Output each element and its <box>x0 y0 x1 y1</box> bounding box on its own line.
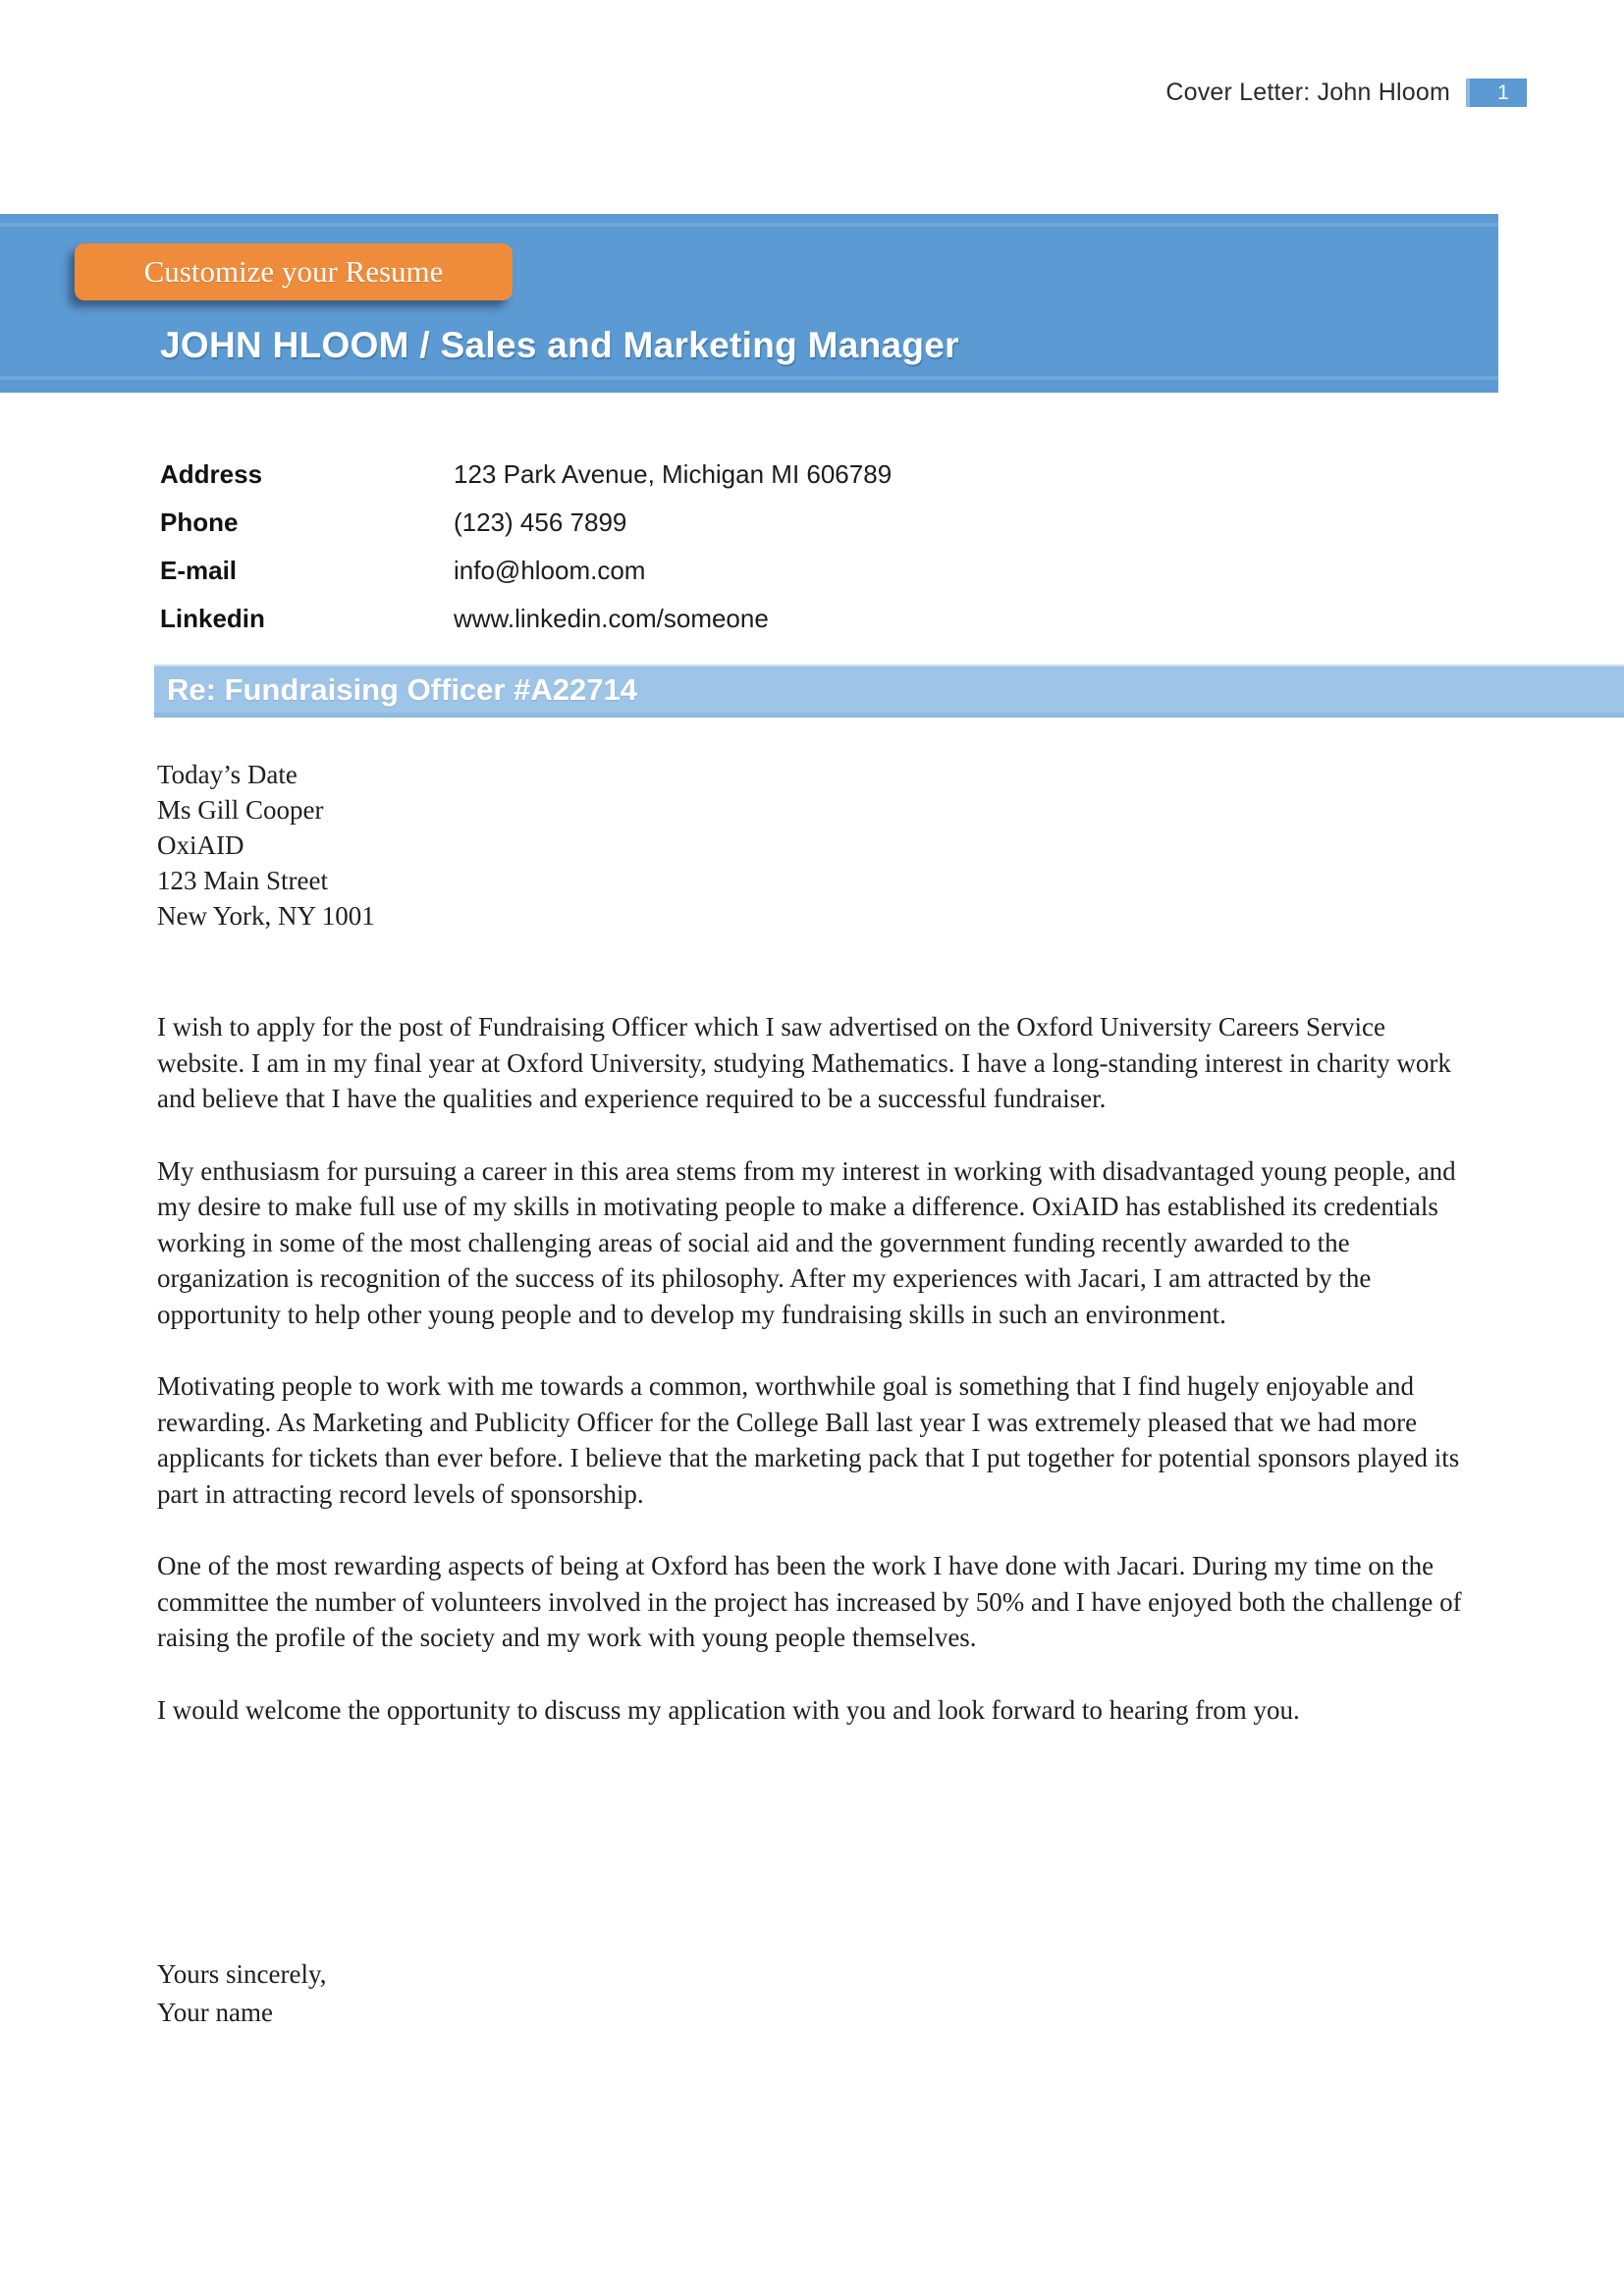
page-number-badge: 1 <box>1466 79 1527 107</box>
contact-row-phone <box>160 507 892 556</box>
contact-label: Address <box>160 459 263 489</box>
recipient-line-org: OxiAID <box>157 830 244 860</box>
contact-value: info@hloom.com <box>454 556 646 585</box>
contact-row-linkedin <box>160 604 892 652</box>
letter-body <box>157 1009 1475 1764</box>
header-banner <box>0 214 1498 393</box>
contact-info <box>160 459 892 652</box>
closing-line-name: Your name <box>157 1998 274 2027</box>
contact-value: 123 Park Avenue, Michigan MI 606789 <box>454 459 893 489</box>
letter-closing <box>157 1955 327 2032</box>
contact-value: (123) 456 7899 <box>454 507 627 537</box>
letter-paragraph: My enthusiasm for pursuing a career in this area stems from my interest in working with disadvantaged young people, and my desire to make full use of my skills in motivating people to make a difference. OxiAID has established its credentials working in some of the most challenging areas of social aid and the government funding recently awarded to the organization is recognition of the success of its philosophy. After my experiences with Jacari, I am attracted by the opportunity to help other young people and to develop my fundraising skills in such an environment. <box>157 1155 1456 1329</box>
letter-paragraph: I wish to apply for the post of Fundraising Officer which I saw advertised on the Oxford University Careers Service website. I am in my final year at Oxford University, studying Mathematics. I have a long-standing interest in charity work and believe that I have the qualities and experience required to be a successful fundraiser. <box>157 1012 1451 1113</box>
candidate-name-title: JOHN HLOOM / Sales and Marketing Manager <box>160 325 959 365</box>
document-header <box>1165 79 1527 107</box>
contact-row-address <box>160 459 892 507</box>
recipient-line-city: New York, NY 1001 <box>157 901 375 931</box>
letter-paragraph: I would welcome the opportunity to discuss my application with you and look forward to hearing from you. <box>157 1694 1300 1725</box>
contact-row-email <box>160 556 892 604</box>
letter-paragraph: One of the most rewarding aspects of being at Oxford has been the work I have done with Jacari. During my time on the committee the number of volunteers involved in the project has increased by 50% and I have enjoyed both the challenge of raising the profile of the society and my work with young people themselves. <box>157 1551 1462 1652</box>
contact-label: Phone <box>160 507 239 537</box>
recipient-block <box>157 757 375 934</box>
recipient-line-name: Ms Gill Cooper <box>157 795 324 825</box>
subject-line: Re: Fundraising Officer #A22714 <box>167 671 637 707</box>
closing-line-signoff: Yours sincerely, <box>157 1959 327 1989</box>
recipient-line-date: Today’s Date <box>157 760 298 789</box>
contact-value: www.linkedin.com/someone <box>454 604 769 633</box>
subject-band <box>154 665 1624 718</box>
recipient-line-street: 123 Main Street <box>157 866 328 895</box>
document-title: Cover Letter: John Hloom <box>1165 79 1450 106</box>
customize-resume-button[interactable]: Customize your Resume <box>75 243 513 300</box>
contact-label: E-mail <box>160 556 238 585</box>
contact-label: Linkedin <box>160 604 265 633</box>
letter-paragraph: Motivating people to work with me towards a common, worthwhile goal is something that I find hugely enjoyable and rewarding. As Marketing and Publicity Officer for the College Ball last year I was extremely pleased that we had more applicants for tickets than ever before. I believe that the marketing pack that I put together for potential sponsors played its part in attracting record levels of sponsorship. <box>157 1371 1460 1509</box>
